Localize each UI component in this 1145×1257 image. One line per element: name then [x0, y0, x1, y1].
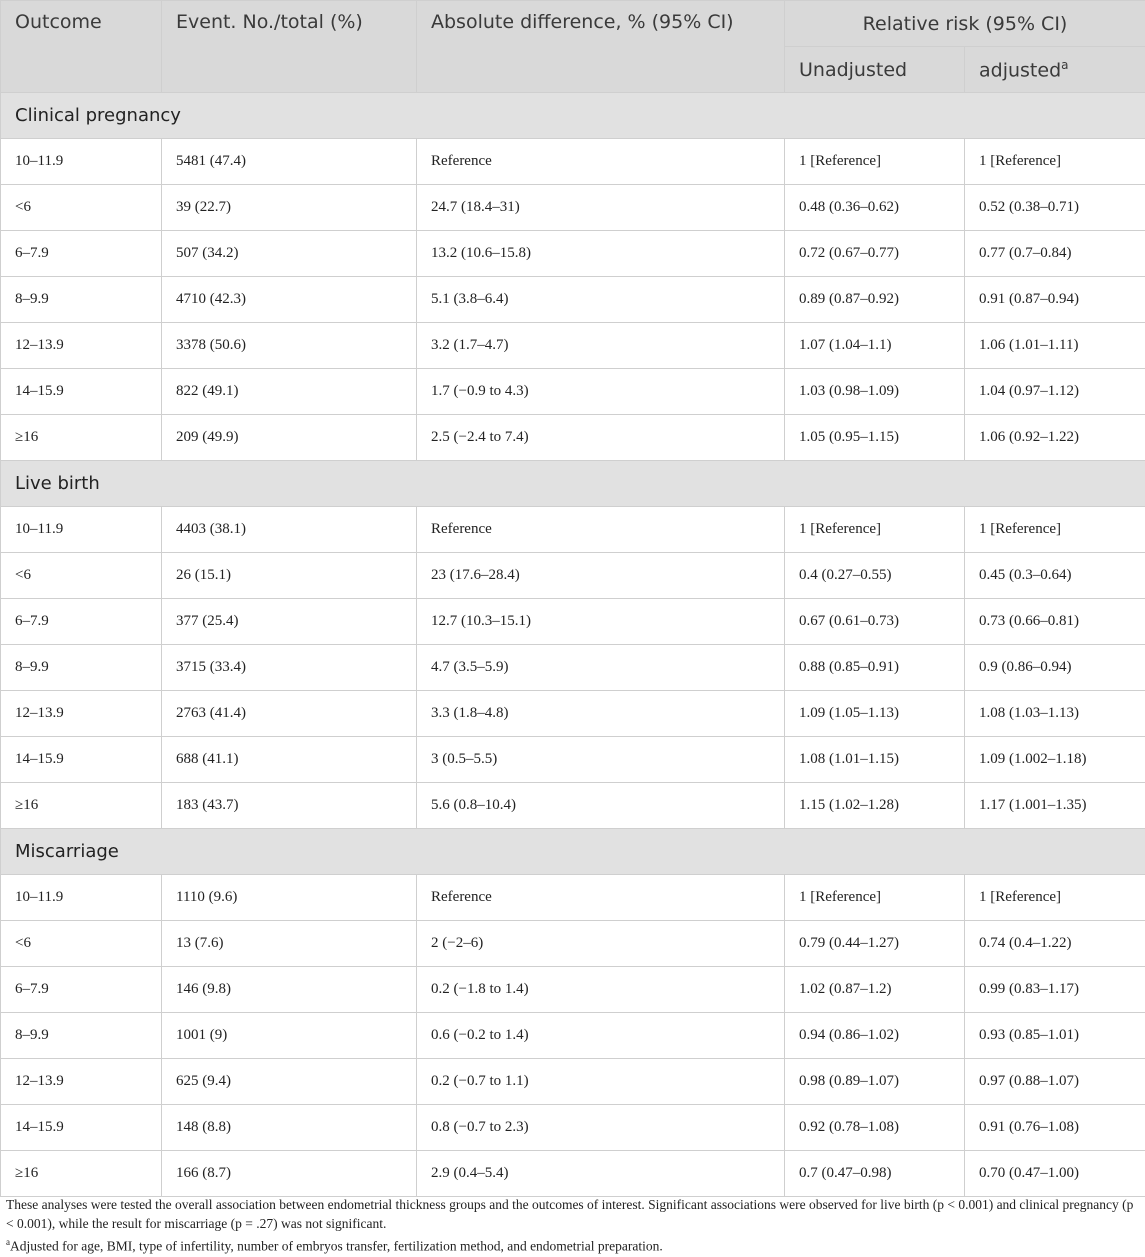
cell-events: 4403 (38.1) [162, 507, 417, 553]
cell-thickness: 8–9.9 [1, 1013, 162, 1059]
cell-thickness: 12–13.9 [1, 691, 162, 737]
cell-events: 209 (49.9) [162, 415, 417, 461]
table-row [1, 599, 1145, 645]
cell-rr-unadjusted: 0.89 (0.87–0.92) [785, 277, 965, 323]
cell-rr-adjusted: 1.08 (1.03–1.13) [965, 691, 1145, 737]
cell-thickness: <6 [1, 921, 162, 967]
cell-rr-adjusted: 0.45 (0.3–0.64) [965, 553, 1145, 599]
table-row [1, 323, 1145, 369]
table-row [1, 369, 1145, 415]
cell-absolute-difference: Reference [417, 507, 785, 553]
cell-thickness: 10–11.9 [1, 139, 162, 185]
table-row [1, 185, 1145, 231]
cell-rr-unadjusted: 0.94 (0.86–1.02) [785, 1013, 965, 1059]
cell-events: 1110 (9.6) [162, 875, 417, 921]
header-relative-risk: Relative risk (95% CI) [785, 1, 1145, 47]
cell-absolute-difference: 3.3 (1.8–4.8) [417, 691, 785, 737]
cell-events: 1001 (9) [162, 1013, 417, 1059]
cell-absolute-difference: Reference [417, 875, 785, 921]
cell-rr-adjusted: 0.74 (0.4–1.22) [965, 921, 1145, 967]
footnote-adjusted-text: Adjusted for age, BMI, type of infertility, number of embryos transfer, fertilization method, and endometrial preparation. [10, 1238, 663, 1254]
cell-absolute-difference: 0.8 (−0.7 to 2.3) [417, 1105, 785, 1151]
table-row [1, 967, 1145, 1013]
table-row [1, 1059, 1145, 1105]
cell-rr-adjusted: 0.77 (0.7–0.84) [965, 231, 1145, 277]
cell-events: 13 (7.6) [162, 921, 417, 967]
header-adjusted-label: adjusted [979, 59, 1062, 82]
table-footnotes [0, 1195, 1145, 1256]
table-row [1, 783, 1145, 829]
table-body [1, 93, 1145, 1197]
section-row [1, 93, 1145, 139]
cell-thickness: 6–7.9 [1, 231, 162, 277]
cell-absolute-difference: 24.7 (18.4–31) [417, 185, 785, 231]
cell-events: 507 (34.2) [162, 231, 417, 277]
cell-absolute-difference: 2 (−2–6) [417, 921, 785, 967]
table-row [1, 737, 1145, 783]
table-row [1, 139, 1145, 185]
cell-absolute-difference: 1.7 (−0.9 to 4.3) [417, 369, 785, 415]
cell-rr-adjusted: 0.91 (0.87–0.94) [965, 277, 1145, 323]
cell-rr-adjusted: 1.04 (0.97–1.12) [965, 369, 1145, 415]
cell-thickness: 6–7.9 [1, 599, 162, 645]
cell-absolute-difference: 23 (17.6–28.4) [417, 553, 785, 599]
cell-absolute-difference: 2.5 (−2.4 to 7.4) [417, 415, 785, 461]
cell-thickness: 12–13.9 [1, 323, 162, 369]
cell-events: 3378 (50.6) [162, 323, 417, 369]
table-header [1, 1, 1145, 93]
cell-events: 377 (25.4) [162, 599, 417, 645]
section-row [1, 461, 1145, 507]
cell-rr-adjusted: 0.52 (0.38–0.71) [965, 185, 1145, 231]
cell-thickness: 14–15.9 [1, 737, 162, 783]
cell-events: 166 (8.7) [162, 1151, 417, 1197]
cell-rr-unadjusted: 0.48 (0.36–0.62) [785, 185, 965, 231]
cell-events: 822 (49.1) [162, 369, 417, 415]
cell-rr-adjusted: 0.91 (0.76–1.08) [965, 1105, 1145, 1151]
section-title: Clinical pregnancy [1, 93, 1145, 139]
cell-rr-adjusted: 0.73 (0.66–0.81) [965, 599, 1145, 645]
cell-events: 688 (41.1) [162, 737, 417, 783]
cell-rr-adjusted: 0.9 (0.86–0.94) [965, 645, 1145, 691]
table-row [1, 553, 1145, 599]
cell-rr-adjusted: 1 [Reference] [965, 875, 1145, 921]
cell-events: 3715 (33.4) [162, 645, 417, 691]
cell-rr-unadjusted: 1 [Reference] [785, 507, 965, 553]
header-adjusted-footnote-mark: a [1061, 57, 1069, 72]
cell-thickness: 8–9.9 [1, 277, 162, 323]
table-row [1, 691, 1145, 737]
cell-rr-unadjusted: 1 [Reference] [785, 875, 965, 921]
cell-events: 39 (22.7) [162, 185, 417, 231]
cell-rr-unadjusted: 1.02 (0.87–1.2) [785, 967, 965, 1013]
section-row [1, 829, 1145, 875]
cell-thickness: 6–7.9 [1, 967, 162, 1013]
footnote-analysis: These analyses were tested the overall association between endometrial thickness groups and the outcomes of interest. Significant associations were observed for live birth (p < 0.001) and clinical pregnancy (p < 0.001), while the result for miscarriage (p = .27) was not significant. [6, 1197, 1134, 1231]
cell-absolute-difference: 4.7 (3.5–5.9) [417, 645, 785, 691]
cell-absolute-difference: 13.2 (10.6–15.8) [417, 231, 785, 277]
cell-thickness: 12–13.9 [1, 1059, 162, 1105]
table-row [1, 1151, 1145, 1197]
table-row [1, 507, 1145, 553]
cell-absolute-difference: 3 (0.5–5.5) [417, 737, 785, 783]
cell-thickness: 10–11.9 [1, 875, 162, 921]
cell-events: 4710 (42.3) [162, 277, 417, 323]
header-unadjusted: Unadjusted [785, 47, 965, 93]
cell-absolute-difference: Reference [417, 139, 785, 185]
cell-rr-unadjusted: 0.88 (0.85–0.91) [785, 645, 965, 691]
cell-rr-adjusted: 1.06 (0.92–1.22) [965, 415, 1145, 461]
cell-thickness: 10–11.9 [1, 507, 162, 553]
table-row [1, 277, 1145, 323]
table-row [1, 645, 1145, 691]
cell-absolute-difference: 5.6 (0.8–10.4) [417, 783, 785, 829]
cell-rr-adjusted: 1.06 (1.01–1.11) [965, 323, 1145, 369]
cell-rr-unadjusted: 0.79 (0.44–1.27) [785, 921, 965, 967]
cell-thickness: 8–9.9 [1, 645, 162, 691]
cell-absolute-difference: 0.6 (−0.2 to 1.4) [417, 1013, 785, 1059]
cell-rr-adjusted: 1 [Reference] [965, 507, 1145, 553]
cell-rr-unadjusted: 0.72 (0.67–0.77) [785, 231, 965, 277]
cell-events: 26 (15.1) [162, 553, 417, 599]
cell-rr-adjusted: 1.17 (1.001–1.35) [965, 783, 1145, 829]
cell-thickness: <6 [1, 185, 162, 231]
cell-rr-adjusted: 0.97 (0.88–1.07) [965, 1059, 1145, 1105]
cell-events: 5481 (47.4) [162, 139, 417, 185]
cell-thickness: ≥16 [1, 415, 162, 461]
cell-thickness: 14–15.9 [1, 1105, 162, 1151]
cell-rr-adjusted: 1.09 (1.002–1.18) [965, 737, 1145, 783]
cell-rr-unadjusted: 1.15 (1.02–1.28) [785, 783, 965, 829]
header-absolute-difference: Absolute difference, % (95% CI) [417, 1, 785, 93]
cell-absolute-difference: 0.2 (−0.7 to 1.1) [417, 1059, 785, 1105]
cell-events: 183 (43.7) [162, 783, 417, 829]
table-row [1, 1105, 1145, 1151]
cell-rr-adjusted: 0.93 (0.85–1.01) [965, 1013, 1145, 1059]
cell-absolute-difference: 2.9 (0.4–5.4) [417, 1151, 785, 1197]
cell-thickness: <6 [1, 553, 162, 599]
cell-rr-adjusted: 0.99 (0.83–1.17) [965, 967, 1145, 1013]
cell-rr-unadjusted: 0.92 (0.78–1.08) [785, 1105, 965, 1151]
cell-events: 2763 (41.4) [162, 691, 417, 737]
table-row [1, 415, 1145, 461]
cell-rr-unadjusted: 0.7 (0.47–0.98) [785, 1151, 965, 1197]
cell-events: 625 (9.4) [162, 1059, 417, 1105]
cell-thickness: ≥16 [1, 783, 162, 829]
cell-absolute-difference: 3.2 (1.7–4.7) [417, 323, 785, 369]
cell-rr-unadjusted: 0.67 (0.61–0.73) [785, 599, 965, 645]
footnote-adjusted [6, 1233, 1139, 1256]
cell-rr-adjusted: 1 [Reference] [965, 139, 1145, 185]
cell-absolute-difference: 5.1 (3.8–6.4) [417, 277, 785, 323]
cell-rr-unadjusted: 1 [Reference] [785, 139, 965, 185]
table-row [1, 1013, 1145, 1059]
cell-rr-unadjusted: 1.05 (0.95–1.15) [785, 415, 965, 461]
table-row [1, 875, 1145, 921]
section-title: Live birth [1, 461, 1145, 507]
cell-rr-unadjusted: 1.08 (1.01–1.15) [785, 737, 965, 783]
header-outcome: Outcome [1, 1, 162, 93]
cell-events: 148 (8.8) [162, 1105, 417, 1151]
header-adjusted [965, 47, 1145, 93]
cell-rr-unadjusted: 1.03 (0.98–1.09) [785, 369, 965, 415]
cell-events: 146 (9.8) [162, 967, 417, 1013]
cell-absolute-difference: 12.7 (10.3–15.1) [417, 599, 785, 645]
cell-rr-unadjusted: 0.4 (0.27–0.55) [785, 553, 965, 599]
footnote-adjusted-mark: a [6, 1237, 10, 1247]
header-events: Event. No./total (%) [162, 1, 417, 93]
cell-rr-unadjusted: 1.09 (1.05–1.13) [785, 691, 965, 737]
cell-thickness: ≥16 [1, 1151, 162, 1197]
section-title: Miscarriage [1, 829, 1145, 875]
table-row [1, 921, 1145, 967]
cell-rr-unadjusted: 1.07 (1.04–1.1) [785, 323, 965, 369]
cell-rr-unadjusted: 0.98 (0.89–1.07) [785, 1059, 965, 1105]
cell-absolute-difference: 0.2 (−1.8 to 1.4) [417, 967, 785, 1013]
cell-thickness: 14–15.9 [1, 369, 162, 415]
table-row [1, 231, 1145, 277]
cell-rr-adjusted: 0.70 (0.47–1.00) [965, 1151, 1145, 1197]
